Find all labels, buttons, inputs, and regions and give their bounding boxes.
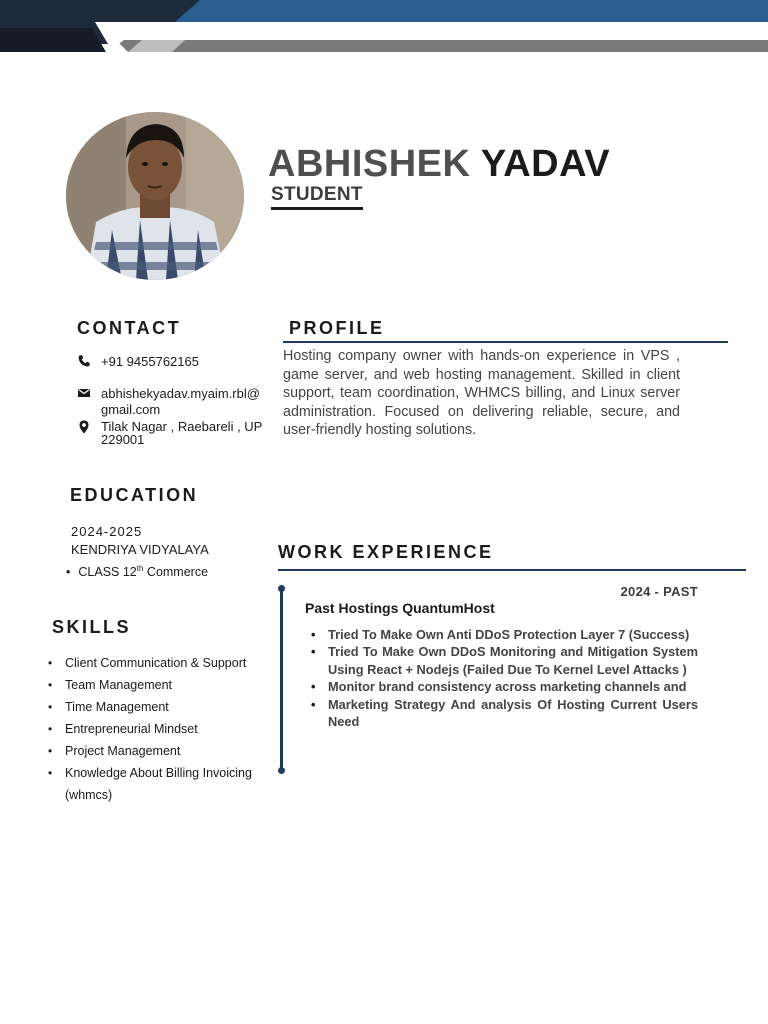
experience-point: • Tried To Make Own Anti DDoS Protection Layer 7 (Success)	[311, 626, 698, 643]
email-line-1: abhishekyadav.myaim.rbl@	[101, 386, 260, 401]
education-class: • CLASS 12th Commerce	[66, 564, 209, 580]
email-icon	[77, 386, 91, 400]
email-line-2: gmail.com	[101, 402, 161, 417]
experience-title: Past Hostings QuantumHost	[305, 600, 495, 616]
contact-heading: CONTACT	[77, 318, 182, 338]
timeline-dot-bottom	[278, 767, 285, 774]
phone-icon	[77, 354, 91, 368]
contact-address	[77, 420, 262, 446]
class-prefix: CLASS 12	[78, 565, 137, 580]
experience-point: • Tried To Make Own DDoS Monitoring and Mitigation System Using React + Nodejs (Failed Due To Kernel Level Attacks )	[311, 643, 698, 678]
experience-point: • Monitor brand consistency across marketing channels and	[311, 678, 698, 695]
skills-heading: SKILLS	[52, 617, 132, 637]
experience-points	[311, 626, 698, 730]
person-name	[268, 143, 610, 186]
profile-summary: Hosting company owner with hands-on experience in VPS , game server, and web hosting management. Skilled in client support, team coordination, WHMCS billing, and Linux server administration. Focused on delivering reliable, secure, and user-friendly hosting solutions.	[283, 348, 680, 438]
profile-rule	[283, 341, 728, 343]
experience-point: • Marketing Strategy And analysis Of Hosting Current Users Need	[311, 696, 698, 731]
timeline-dot-top	[278, 585, 285, 592]
person-role: STUDENT	[271, 184, 363, 210]
class-suffix: Commerce	[143, 565, 209, 580]
skill-item: • Knowledge About Billing Invoicing	[48, 762, 268, 784]
skill-item: • Team Management	[48, 674, 268, 696]
education-years: 2024-2025	[71, 524, 143, 539]
skill-item: • Time Management	[48, 696, 268, 718]
address-line-1: Tilak Nagar , Raebareli , UP	[101, 419, 263, 434]
skill-item: • Project Management	[48, 740, 268, 762]
contact-phone	[77, 354, 199, 370]
first-name: ABHISHEK	[268, 143, 471, 185]
profile-heading: PROFILE	[289, 318, 385, 338]
class-sup: th	[136, 564, 144, 573]
header-banner	[0, 0, 768, 56]
contact-email	[77, 386, 260, 418]
phone-number: +91 9455762165	[101, 354, 199, 369]
last-name: YADAV	[480, 143, 611, 185]
address-line-2: 229001	[101, 432, 145, 447]
location-pin-icon	[77, 420, 91, 434]
experience-period: 2024 - PAST	[620, 584, 698, 599]
work-experience-heading: WORK EXPERIENCE	[278, 542, 494, 562]
skills-list	[48, 652, 268, 806]
education-heading: EDUCATION	[70, 485, 199, 505]
work-experience-rule	[278, 569, 746, 571]
skill-item: • Entrepreneurial Mindset	[48, 718, 268, 740]
skill-item-continuation: (whmcs)	[65, 788, 113, 802]
profile-photo	[66, 112, 244, 280]
timeline-line	[280, 589, 283, 772]
education-school: KENDRIYA VIDYALAYA	[71, 542, 209, 557]
skill-item: • Client Communication & Support	[48, 652, 268, 674]
